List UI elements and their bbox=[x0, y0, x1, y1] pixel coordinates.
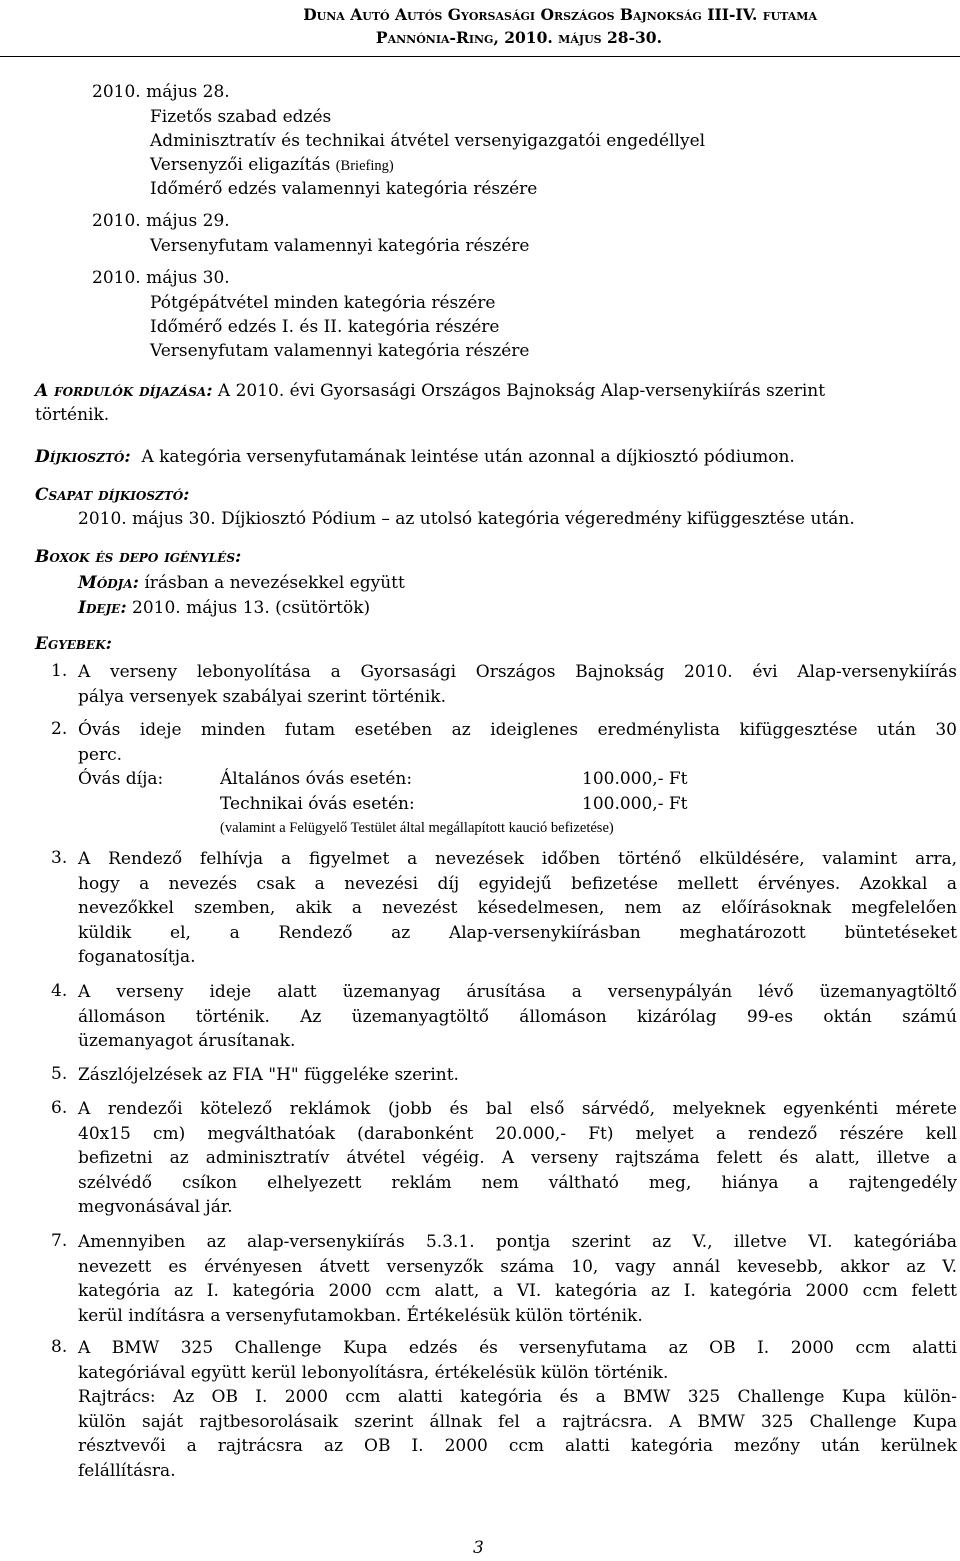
list-item: A verseny ideje alatt üzemanyag árusítása a versenypályán lévő üzemanyagtöltő állomáson történik. Az üzemanyagtöltő állomáson kizárólag 99-es oktán számú üzemanyagot árusítanak. bbox=[78, 982, 957, 1051]
list-number: 7. bbox=[51, 1231, 68, 1251]
boxes-date: Ideje: 2010. május 13. (csütörtök) bbox=[78, 598, 371, 618]
list-number: 5. bbox=[51, 1064, 68, 1084]
schedule-date-2: 2010. május 29. bbox=[92, 211, 230, 231]
fee-technical-label: Technikai óvás esetén: bbox=[220, 794, 415, 814]
boxes-mode: Módja: írásban a nevezésekkel együtt bbox=[78, 573, 405, 593]
page-header bbox=[0, 0, 960, 57]
fee-technical-amount: 100.000,- Ft bbox=[582, 794, 688, 814]
prizes-label: A fordulók díjazása: bbox=[35, 381, 213, 401]
fee-note: (valamint a Felügyelő Testület által megállapított kaució befizetése) bbox=[220, 820, 614, 836]
prizes-line: A fordulók díjazása: A 2010. évi Gyorsasági Országos Bajnokság Alap-versenykiírás szerint bbox=[35, 381, 826, 401]
prizes-continuation: történik. bbox=[35, 405, 110, 425]
team-ceremony-text: 2010. május 30. Díjkiosztó Pódium – az utolsó kategória végeredmény kifüggesztése után. bbox=[78, 509, 855, 529]
schedule-item: Fizetős szabad edzés bbox=[150, 107, 332, 127]
list-item: Zászlójelzések az FIA "H" függeléke szerint. bbox=[78, 1065, 459, 1085]
page-number: 3 bbox=[473, 1538, 484, 1558]
list-item: Óvás ideje minden futam esetében az ideiglenes eredménylista kifüggesztése után 30 perc. bbox=[78, 720, 957, 765]
ceremony-line: Díjkiosztó: A kategória versenyfutamának leintése után azonnal a díjkiosztó pódiumon. bbox=[35, 447, 795, 467]
fee-general-amount: 100.000,- Ft bbox=[582, 769, 688, 789]
schedule-date-1: 2010. május 28. bbox=[92, 82, 230, 102]
header-subtitle: Pannónia-Ring, 2010. május 28-30. bbox=[375, 28, 662, 47]
schedule-date-3: 2010. május 30. bbox=[92, 268, 230, 288]
ceremony-label: Díjkiosztó: bbox=[35, 447, 131, 467]
list-item: A rendezői kötelező reklámok (jobb és bal első sárvédő, melyeknek egyenkénti mérete 40x15 cm) megválthatóak (darabonként 20.000,- Ft) melyet a rendező részére kell befizetni az adminisztratív átvétel végéig. A verseny rajtszáma felett és alatt, illetve a szélvédő csíkon elhelyezett reklám nem váltható meg, hiánya a rajtengedély megvonásával jár. bbox=[78, 1099, 957, 1217]
list-number: 1. bbox=[51, 661, 68, 681]
schedule-item: Versenyzői eligazítás (Briefing) bbox=[150, 155, 394, 175]
list-item: A Rendező felhívja a figyelmet a nevezések időben történő elküldésére, valamint arra, hogy a nevezés csak a nevezési díj egyidejű befizetése mellett érvényes. Azokkal a nevezőkkel szemben, akik a nevezést késedelmesen, nem az előírásoknak megfelelően küldik el, a Rendező az Alap-versenykiírásban meghatározott büntetéseket foganatosítja. bbox=[78, 849, 957, 967]
schedule-item: Adminisztratív és technikai átvétel versenyigazgatói engedéllyel bbox=[150, 131, 706, 151]
schedule-item: Pótgépátvétel minden kategória részére bbox=[150, 293, 496, 313]
schedule-item: Időmérő edzés valamennyi kategória részére bbox=[150, 179, 538, 199]
list-number: 6. bbox=[51, 1098, 68, 1118]
fee-label: Óvás díja: bbox=[78, 769, 164, 789]
list-number: 3. bbox=[51, 848, 68, 868]
schedule-item: Időmérő edzés I. és II. kategória részére bbox=[150, 317, 500, 337]
list-number: 8. bbox=[51, 1337, 68, 1357]
team-ceremony-label: Csapat díjkiosztó: bbox=[35, 485, 190, 505]
header-title: Duna Autó Autós Gyorsasági Országos Bajnokság III-IV. futama bbox=[303, 5, 817, 24]
list-item: Amennyiben az alap-versenykiírás 5.3.1. pontja szerint az V., illetve VI. kategóriába nevezett es érvényesen átvett versenyzők száma 10, vagy annál kevesebb, akkor az V. kategória az I. kategória 2000 ccm alatt, a VI. kategória az I. kategória 2000 ccm felett kerül indításra a versenyfutamokban. Értékelésük külön történik. bbox=[78, 1232, 957, 1326]
list-number: 4. bbox=[51, 981, 68, 1001]
schedule-item: Versenyfutam valamennyi kategória részére bbox=[150, 341, 530, 361]
fee-general-label: Általános óvás esetén: bbox=[220, 769, 413, 789]
list-item: A verseny lebonyolítása a Gyorsasági Országos Bajnokság 2010. évi Alap-versenykiírás pálya versenyek szabályai szerint történik. bbox=[78, 662, 957, 707]
list-item: A BMW 325 Challenge Kupa edzés és versenyfutama az OB I. 2000 ccm alatti kategóriával együtt kerül lebonyolításra, értékelésük külön történik. Rajtrács: Az OB I. 2000 ccm alatti kategória és a BMW 325 Challenge Kupa külön- külön saját rajtbesorolásaik szerint állnak fel a rajtrácsra. A BMW 325 Challenge Kupa résztvevői a rajtrácsra az OB I. 2000 ccm alatti kategória mezőny után kerülnek felállításra. bbox=[78, 1338, 957, 1481]
boxes-label: Boxok és depo igénylés: bbox=[35, 547, 242, 567]
list-number: 2. bbox=[51, 719, 68, 739]
other-label: Egyebek: bbox=[35, 634, 112, 654]
schedule-item: Versenyfutam valamennyi kategória részére bbox=[150, 236, 530, 256]
